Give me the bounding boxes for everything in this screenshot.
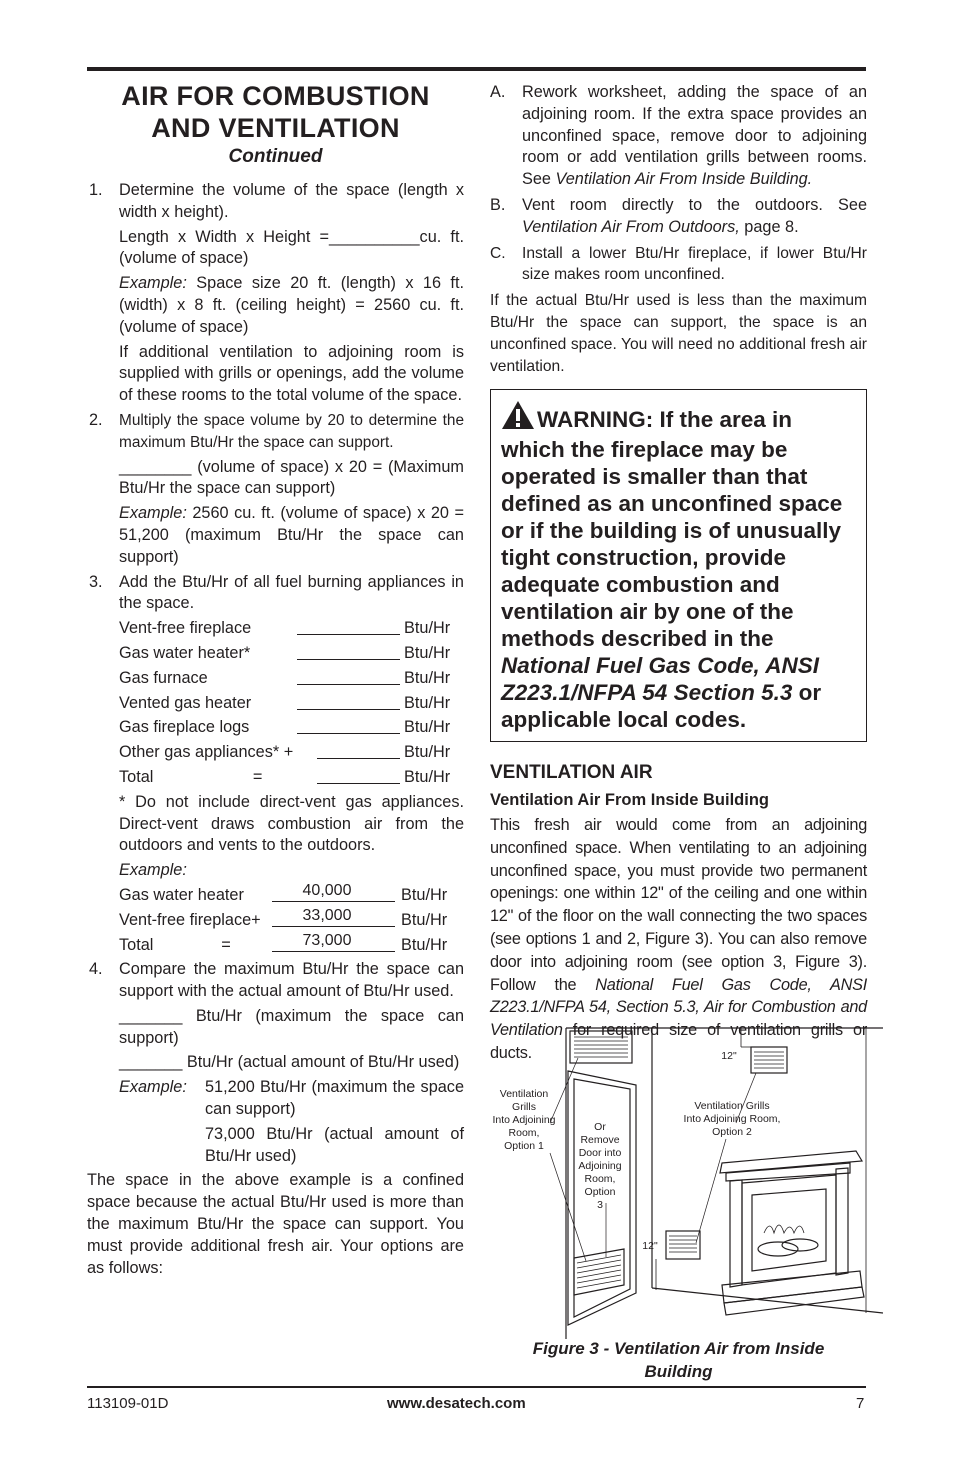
fig-label-option3: Or Remove Door into Adjoining Room, Option 3 [578, 1121, 622, 1211]
conclusion-paragraph: The space in the above example is a confined space because the actual Btu/Hr used is more than the maximum Btu/Hr the space can support. You must provide additional fresh air. Your options are as follows: [87, 1171, 464, 1277]
row-unit: Btu/Hr [404, 693, 451, 712]
body-code-reference: National Fuel Gas Code, ANSI Z223.1/NFPA 54, Section 5.3, Air for Combustion and Ventilation [490, 975, 867, 1040]
option-letter: C. [490, 244, 506, 262]
left-column [87, 80, 464, 1279]
example-values [205, 1077, 464, 1167]
row-label: Gas water heater [119, 885, 244, 904]
step-number: 2. [89, 410, 103, 429]
ventilation-heading: VENTILATION AIR [490, 762, 653, 784]
row-value: 73,000 [302, 931, 352, 949]
warning-text: WARNING: If the area in which the fireplace may be operated is smaller than that defined as an unconfined space or if the building is of unusually tight construction, provide adequate combustion and ventilation air by one of the methods described in the [501, 407, 843, 652]
step-text: Add the Btu/Hr of all fuel burning appliances in the space. [119, 572, 464, 613]
option-c [490, 243, 867, 287]
row-unit: Btu/Hr [404, 743, 451, 762]
row-label: Total = [119, 767, 263, 786]
example-label: Example: [119, 861, 187, 880]
example-label: Example: [119, 504, 187, 523]
website-link[interactable]: www.desatech.com [387, 1395, 526, 1412]
worksheet-row [119, 668, 464, 690]
row-value: 33,000 [302, 906, 352, 924]
option-reference: Ventilation Air From Inside Building. [555, 170, 813, 189]
step-number: 3. [89, 572, 103, 591]
example-text: Space size 20 ft. (length) x 16 ft. (width) x 8 ft. (ceiling height) = 2560 cu. ft. (volume of space) [119, 274, 464, 336]
example-row [119, 881, 464, 907]
example-row [119, 931, 464, 957]
step-number: 4. [89, 960, 103, 979]
worksheet-row [119, 618, 464, 640]
row-label: Total = [119, 935, 231, 954]
option-text: Vent room directly to the outdoors. See [522, 195, 867, 214]
row-label: Vent-free fireplace+ [119, 910, 261, 929]
top-rule [87, 67, 866, 71]
row-unit: Btu/Hr [401, 935, 448, 954]
option-letter: B. [490, 195, 506, 214]
figure-3-illustration [486, 1023, 883, 1339]
caption-line-1: Figure 3 - Ventilation Air from Inside [532, 1339, 825, 1358]
section-title [87, 80, 464, 144]
row-unit: Btu/Hr [404, 668, 451, 687]
row-unit: Btu/Hr [404, 619, 451, 638]
fig-label-option2: Ventilation Grills Into Adjoining Room, Option 2 [683, 1100, 781, 1138]
page-number: 7 [856, 1395, 865, 1412]
option-text: Install a lower Btu/Hr fireplace, if lower Btu/Hr size makes room unconfined. [522, 244, 867, 284]
title-line-1: AIR FOR COMBUSTION [121, 81, 430, 111]
worksheet-row [119, 693, 464, 715]
row-value: 40,000 [302, 881, 352, 899]
body-text: This fresh air would come from an adjoining unconfined space. When ventilating to an adjoining unconfined space, you must provide two permanent openings: one within 12" of the ceiling and one within 12" of the floor on the wall connecting the two spaces (see options 1 and 2, Figure 3). You can also remove door into adjoining room (see option 3, Figure 3). Follow the [490, 815, 867, 994]
option-tail: page 8. [739, 217, 799, 236]
option-letter: A. [490, 83, 506, 101]
row-unit: Btu/Hr [401, 910, 448, 929]
step-text: Determine the volume of the space (length x width x height). [119, 181, 464, 221]
step-number: 1. [89, 181, 103, 199]
step-text: _______ Btu/Hr (actual amount of Btu/Hr used) [119, 1053, 460, 1072]
row-unit: Btu/Hr [404, 643, 451, 662]
example-row [119, 906, 464, 932]
ventilation-subheading: Ventilation Air From Inside Building [490, 791, 769, 810]
body-tail: for required size of ventilation grills or ducts. [490, 1021, 867, 1062]
step-text: Multiply the space volume by 20 to determine the maximum Btu/Hr the space can support. [119, 411, 464, 451]
continued-label: Continued [228, 146, 323, 167]
row-label: Vented gas heater [119, 693, 252, 712]
warning-triangle-icon [501, 400, 535, 436]
blank-line [317, 742, 400, 759]
unconfined-note: If the actual Btu/Hr used is less than the maximum Btu/Hr the space can support, the space is an unconfined space. You will need no additional fresh air ventilation. [490, 292, 867, 375]
appliance-worksheet [119, 618, 464, 789]
example-worksheet [119, 881, 464, 956]
row-label: Gas furnace [119, 668, 208, 687]
example-label: Example: [119, 1078, 187, 1097]
blank-line [297, 693, 400, 710]
step-2 [87, 410, 464, 569]
worksheet-row [119, 643, 464, 665]
row-label: Other gas appliances* + [119, 743, 294, 762]
option-reference: Ventilation Air From Outdoors, [522, 217, 740, 236]
option-text: Rework worksheet, adding the space of an adjoining room. If the extra space provides an unconfined space, remove door to adjoining room or add ventilation grills between rooms. See [522, 83, 867, 189]
step-3 [87, 572, 464, 957]
footnote: * Do not include direct-vent gas appliances. Direct-vent draws combustion air from the outdoors and vents to the outdoors. [119, 792, 464, 855]
warning-code-reference: National Fuel Gas Code, ANSI Z223.1/NFPA 54 Section 5.3 [501, 653, 819, 706]
step-example [119, 503, 464, 568]
worksheet-row [119, 742, 464, 764]
blank-line [297, 618, 400, 635]
figure-caption [490, 1337, 867, 1383]
row-unit: Btu/Hr [404, 718, 451, 737]
example-text: 2560 cu. ft. (volume of space) x 20 = 51,200 (maximum Btu/Hr the space can support) [119, 504, 464, 566]
step-text: Length x Width x Height =__________cu. ft. (volume of space) [119, 227, 464, 268]
warning-tail: or applicable local codes. [501, 680, 822, 733]
example-value: 73,000 Btu/Hr (actual amount of Btu/Hr used) [205, 1124, 464, 1165]
example-compare [119, 1077, 464, 1167]
option-b [490, 195, 867, 239]
option-a [490, 82, 867, 191]
example-value: 51,200 Btu/Hr (maximum the space can support) [205, 1078, 464, 1119]
title-line-2: AND VENTILATION [151, 113, 400, 143]
step-1 [87, 180, 464, 407]
row-unit: Btu/Hr [404, 767, 451, 786]
fig-dimension-bottom: 12" [642, 1240, 658, 1252]
warning-box [490, 389, 867, 742]
document-number: 113109-01D [87, 1395, 169, 1412]
right-column [490, 82, 867, 1065]
step-4 [87, 959, 464, 1167]
bottom-rule [87, 1386, 866, 1388]
fig-label-option1: Ventilation Grills Into Adjoining Room, Option 1 [492, 1088, 556, 1152]
blank-line [297, 717, 400, 734]
blank-line [297, 643, 400, 660]
step-text: If additional ventilation to adjoining room is supplied with grills or openings, add the volume of these rooms to the total volume of the space. [119, 342, 464, 405]
row-label: Gas fireplace logs [119, 718, 250, 737]
example-label: Example: [119, 274, 187, 293]
row-label: Gas water heater* [119, 643, 251, 662]
row-unit: Btu/Hr [401, 885, 448, 904]
step-text: _______ Btu/Hr (maximum the space can support) [119, 1006, 464, 1047]
step-text: Compare the maximum Btu/Hr the space can support with the actual amount of Btu/Hr used. [119, 960, 464, 1001]
blank-line [317, 767, 400, 784]
worksheet-row [119, 767, 464, 789]
fig-dimension-top: 12" [721, 1050, 737, 1062]
step-example [119, 273, 464, 338]
blank-line [297, 668, 400, 685]
caption-line-2: Building [644, 1362, 713, 1381]
filled-line [272, 906, 395, 927]
step-text: ________ (volume of space) x 20 = (Maximum Btu/Hr the space can support) [119, 457, 464, 498]
filled-line [272, 931, 395, 952]
worksheet-row [119, 717, 464, 739]
row-label: Vent-free fireplace [119, 619, 252, 638]
filled-line [272, 881, 395, 902]
